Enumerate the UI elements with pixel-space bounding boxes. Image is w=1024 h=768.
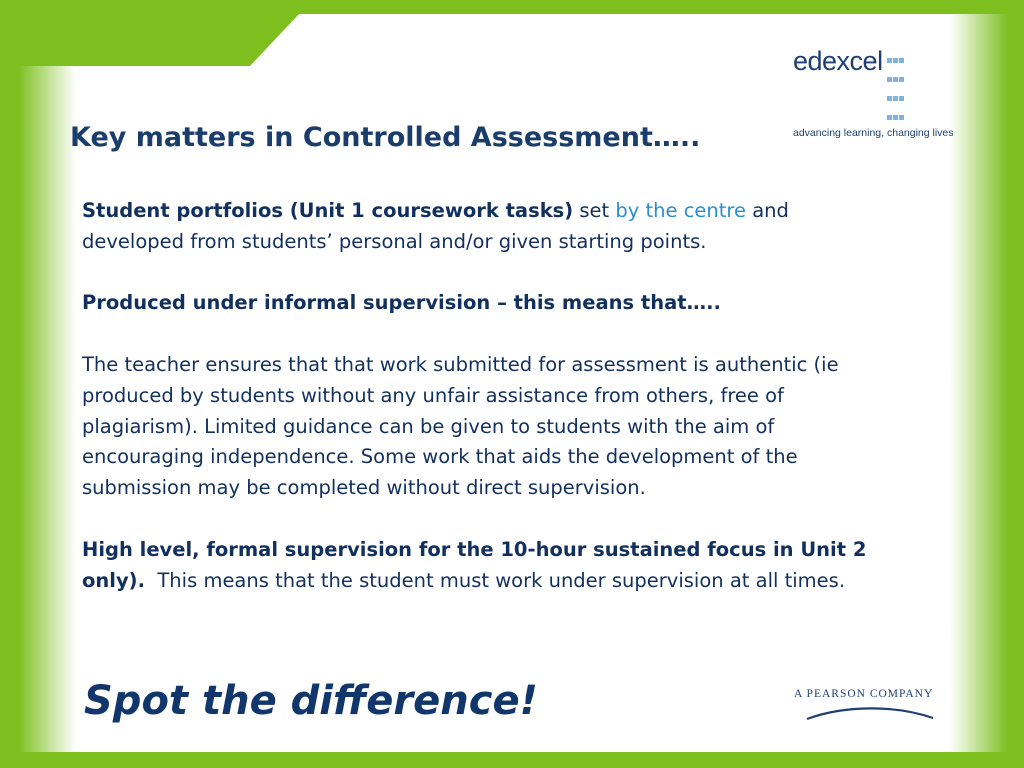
spot-the-difference-callout: Spot the difference! bbox=[84, 678, 538, 724]
edexcel-logo bbox=[793, 46, 958, 139]
portfolios-text-a: set bbox=[573, 199, 616, 222]
formal-supervision-heading: High level, formal supervision for the 10-hour sustained focus in Unit 2 only). bbox=[82, 537, 867, 592]
paragraph-formal-supervision bbox=[82, 535, 882, 597]
portfolios-text-b: and developed from students’ personal and/or given starting points. bbox=[82, 199, 789, 253]
slide-title: Key matters in Controlled Assessment….. bbox=[70, 122, 701, 153]
logo-tagline: advancing learning, changing lives bbox=[793, 127, 954, 139]
pearson-label: A PEARSON COMPANY bbox=[794, 688, 934, 700]
paragraph-portfolios bbox=[82, 196, 882, 258]
pearson-swoosh-icon bbox=[805, 703, 935, 721]
logo-wordmark: edexcel bbox=[793, 46, 883, 76]
logo-grid-icon bbox=[887, 49, 905, 125]
formal-supervision-text: This means that the student must work under supervision at all times. bbox=[145, 568, 846, 592]
paragraph-informal-supervision: Produced under informal supervision – this means that….. bbox=[82, 291, 721, 315]
paragraph-teacher-ensures: The teacher ensures that that work submitted for assessment is authentic (ie produced by students without any unfair assistance from others, free of plagiarism). Limited guidance can be given to students with the aim of encouraging independence. Some work that aids the development of the submission may be completed without direct supervision. bbox=[82, 352, 839, 500]
slide-body bbox=[82, 196, 882, 596]
portfolios-heading: Student portfolios (Unit 1 coursework tasks) bbox=[82, 199, 574, 222]
portfolios-highlight: by the centre bbox=[615, 199, 747, 222]
